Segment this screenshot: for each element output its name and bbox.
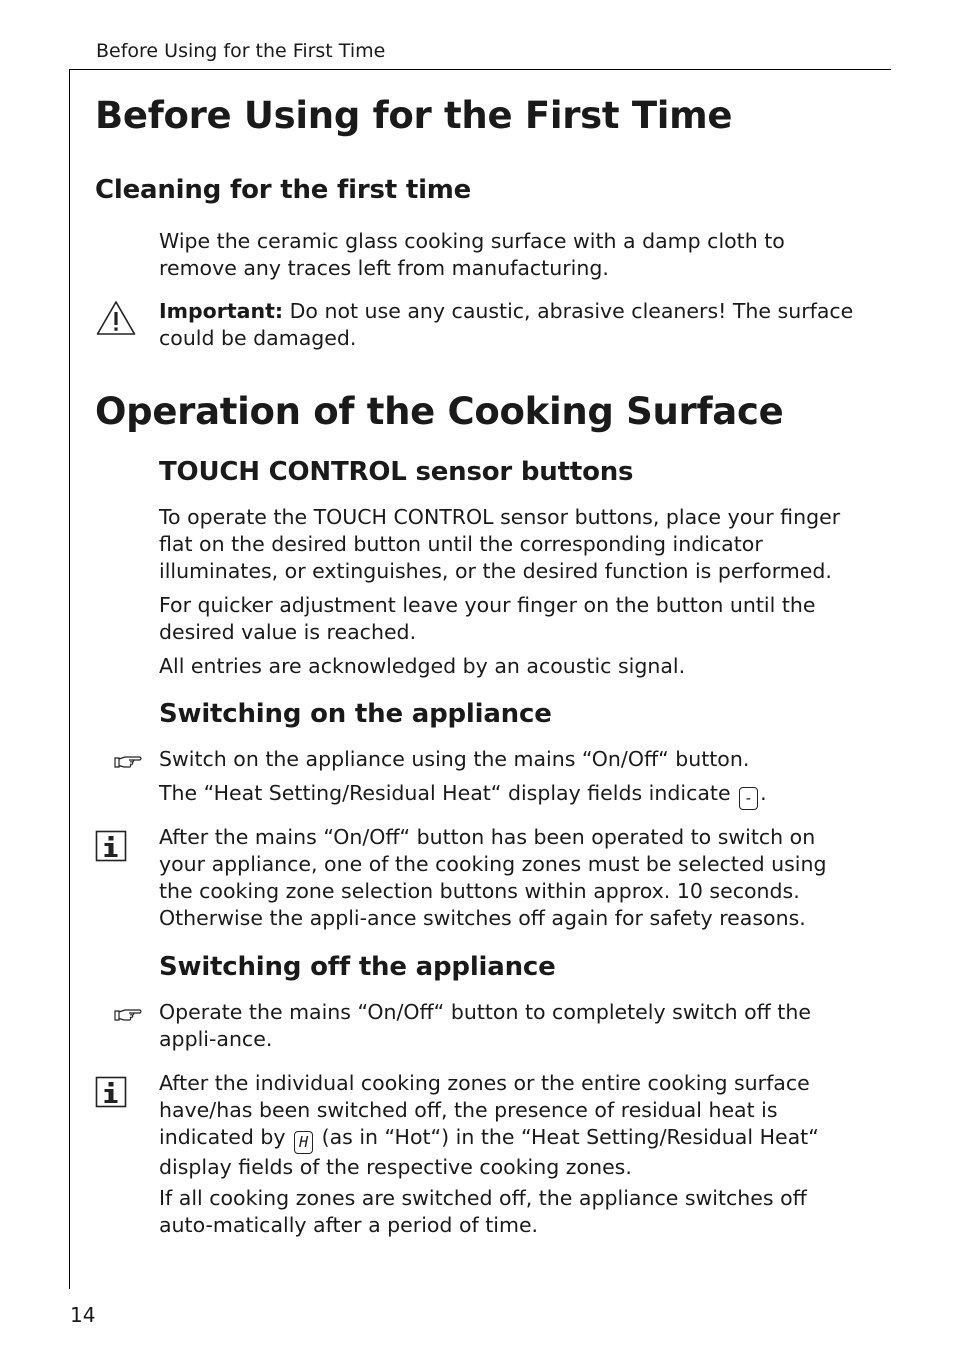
auto-off-paragraph: If all cooking zones are switched off, the appliance switches off auto-matically after a period of time. xyxy=(159,1186,807,1237)
switch-off-info-text: After the individual cooking zones or the entire cooking surface have/has been switched off, the presence of residual heat is indicated by xyxy=(159,1071,810,1149)
subsection-title-switch-on: Switching on the appliance xyxy=(159,699,552,729)
switch-on-step: Switch on the appliance using the mains “On/Off“ button. xyxy=(159,747,750,771)
info-icon xyxy=(95,1076,127,1108)
touch-paragraph-3: All entries are acknowledged by an acoustic signal. xyxy=(159,654,686,678)
cleaning-paragraph: Wipe the ceramic glass cooking surface with a damp cloth to remove any traces left from manufacturing. xyxy=(159,229,785,280)
pointing-hand-icon xyxy=(113,1005,143,1023)
touch-paragraph-1: To operate the TOUCH CONTROL sensor buttons, place your finger flat on the desired button until the corresponding indicator illuminates, or extinguishes, or the desired function is performed. xyxy=(159,505,841,583)
subsection-title-switch-off: Switching off the appliance xyxy=(159,952,556,982)
margin-rule xyxy=(69,69,70,1289)
section-title-first-use: Before Using for the First Time xyxy=(95,94,733,137)
subsection-title-cleaning: Cleaning for the first time xyxy=(95,175,472,205)
touch-paragraph-2: For quicker adjustment leave your finger on the button until the desired value is reached. xyxy=(159,593,816,644)
warning-label: Important: xyxy=(159,299,284,323)
running-header: Before Using for the First Time xyxy=(96,40,386,62)
switch-off-info xyxy=(159,1070,864,1181)
info-icon xyxy=(95,830,127,862)
switch-off-info-end: (as in “Hot“) in the “Heat Setting/Residual Heat“ display fields of the respective cooking zones. xyxy=(159,1125,819,1179)
warning-triangle-icon xyxy=(95,299,137,337)
page-number: 14 xyxy=(70,1303,96,1327)
display-h-glyph: H xyxy=(294,1131,313,1154)
pointing-hand-icon xyxy=(113,752,143,770)
switch-on-result xyxy=(159,780,864,810)
display-dash-glyph: - xyxy=(739,787,758,810)
switch-on-result-end: . xyxy=(760,781,767,805)
header-rule xyxy=(69,69,891,70)
switch-on-info: After the mains “On/Off“ button has been operated to switch on your appliance, one of the cooking zones must be selected using the cooking zone selection buttons within approx. 10 seconds. Otherwise the appli-ance switches off again for safety reasons. xyxy=(159,825,827,930)
subsection-title-touch-control: TOUCH CONTROL sensor buttons xyxy=(159,457,634,487)
switch-off-step: Operate the mains “On/Off“ button to completely switch off the appli-ance. xyxy=(159,1000,811,1051)
warning-note xyxy=(159,298,864,352)
switch-on-result-text: The “Heat Setting/Residual Heat“ display fields indicate xyxy=(159,781,738,805)
section-title-operation: Operation of the Cooking Surface xyxy=(95,390,784,433)
warning-text: Do not use any caustic, abrasive cleaners! The surface could be damaged. xyxy=(159,299,854,350)
